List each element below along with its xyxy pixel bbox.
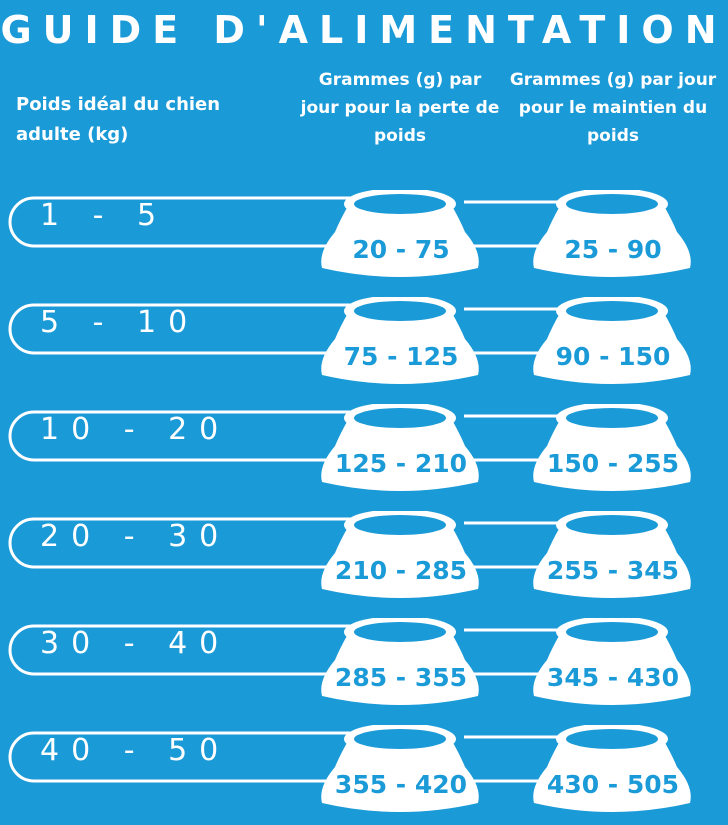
table-row (0, 404, 728, 504)
maintenance-grams: 255 - 345 (546, 556, 680, 585)
column-header-maintenance: Grammes (g) par jour pour le maintien du poids (509, 70, 717, 146)
column-header-weight: Poids idéal du chien adulte (kg) (16, 94, 221, 145)
maintenance-grams: 90 - 150 (555, 342, 671, 371)
maintenance-grams: 345 - 430 (546, 663, 680, 692)
weight-range: 30 - 40 (40, 626, 231, 661)
table-row (0, 297, 728, 397)
weight-range: 20 - 30 (40, 519, 231, 554)
weight-loss-grams: 75 - 125 (343, 342, 459, 371)
maintenance-grams: 25 - 90 (564, 235, 662, 264)
weight-loss-grams: 210 - 285 (334, 556, 468, 585)
weight-loss-grams: 125 - 210 (334, 449, 468, 478)
table-row (0, 725, 728, 825)
table-row (0, 511, 728, 611)
weight-range: 40 - 50 (40, 733, 231, 768)
table-row (0, 618, 728, 718)
weight-range: 10 - 20 (40, 412, 231, 447)
maintenance-grams: 430 - 505 (546, 770, 680, 799)
weight-loss-grams: 355 - 420 (334, 770, 468, 799)
weight-range: 5 - 10 (40, 305, 200, 340)
weight-range: 1 - 5 (40, 198, 169, 233)
page-title: GUIDE D'ALIMENTATION (0, 8, 728, 52)
weight-loss-grams: 285 - 355 (334, 663, 468, 692)
weight-loss-grams: 20 - 75 (352, 235, 450, 264)
maintenance-grams: 150 - 255 (546, 449, 680, 478)
column-header-weight-loss: Grammes (g) par jour pour la perte de poids (300, 70, 500, 146)
table-row (0, 190, 728, 290)
